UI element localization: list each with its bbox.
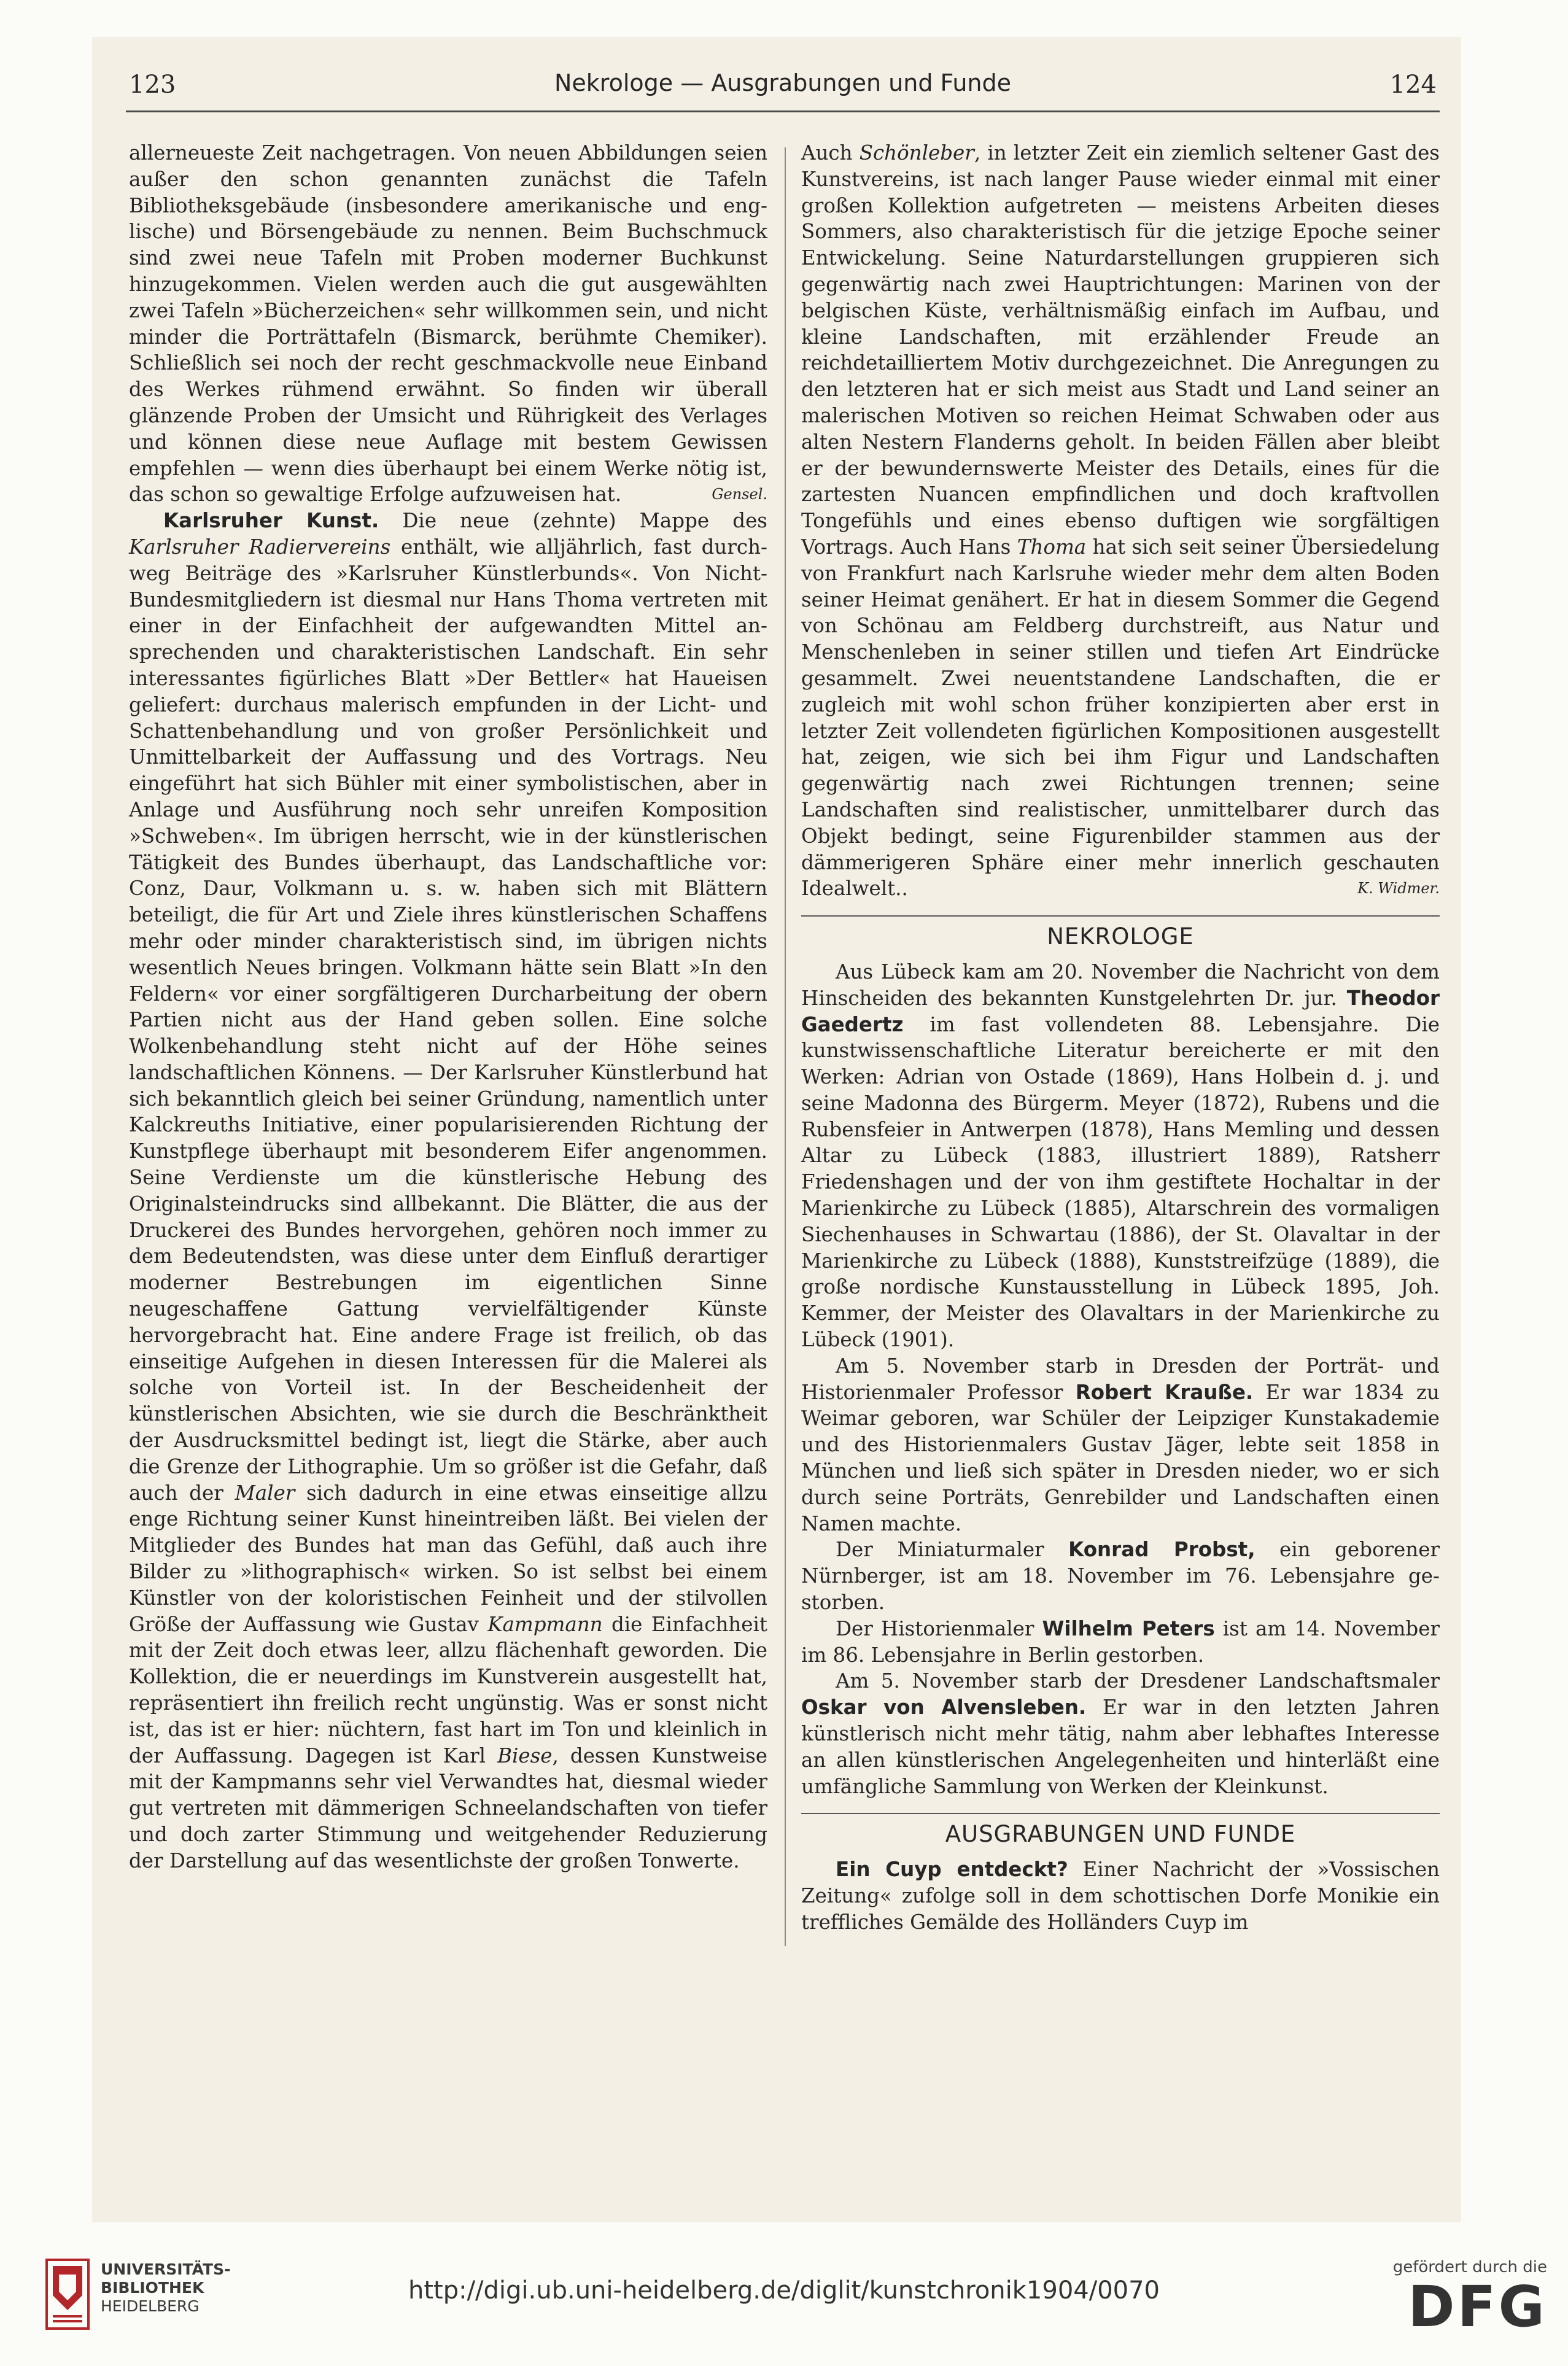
section-rule-nekrologe	[801, 915, 1440, 917]
paragraph-cuyp: Ein Cuyp entdeckt? Einer Nachricht der »Vossischen Zeitung« zufolge soll in dem schottischen Dorfe Monikie ein treffliches Gemälde des Holländers Cuyp im	[801, 1858, 1440, 1934]
obituary-probst: Der Miniaturmaler Konrad Probst, ein geborener Nürnberger, ist am 18. November im 76. Lebensjahre gestorben.	[801, 1538, 1440, 1615]
heading-ausgrabungen: AUSGRABUNGEN UND FUNDE	[945, 1821, 1296, 1848]
column-divider	[785, 147, 786, 1946]
source-url-link[interactable]: http://digi.ub.uni-heidelberg.de/diglit/kunstchronik1904/0070	[408, 2276, 1160, 2305]
obituary-alvensleben: Am 5. November starb der Dresdener Landschaftsmaler Oskar von Alvensleben. Er war in den letzten Jahren künstlerisch nicht mehr tätig, nahm aber lebhaftes Interesse an allen künstlerischen Angelegenheiten und hinterläßt eine umfängliche Sammlung von Werken der Kleinkunst.	[801, 1669, 1440, 1798]
signature-gensel: Gensel.	[712, 486, 767, 503]
header-rule	[126, 111, 1440, 112]
sponsor-label: gefördert durch die	[1392, 2258, 1547, 2276]
obituary-krausse: Am 5. November starb in Dresden der Porträt- und Historienmaler Professor Robert Krauße. Er war 1834 zu Weimar geboren, war Schüler der Leipziger Kunstakademie und des Historienmalers Gustav Jäger, lebte seit 1858 in München und ließ sich später in Dresden nieder, wo er sich durch seine Porträts, Genrebilder und Landschaften einen Namen machte.	[801, 1354, 1440, 1535]
page-header	[129, 64, 1437, 107]
footer-bar	[0, 2222, 1568, 2366]
obituary-peters: Der Historienmaler Wilhelm Peters ist am 14. November im 86. Lebensjahre in Berlin gestorben.	[801, 1616, 1440, 1667]
paragraph-schoenleber: Auch Schönleber, in letzter Zeit ein ziemlich seltener Gast des Kunstvereins, ist nach langer Pause wieder einmal mit einer großen Kollektion aufgetreten — meistens Arbeiten dieses Sommers, also charakteristisch für die jetzige Epoche seiner Entwickelung. Seine Naturdarstellungen gruppieren sich gegenwärtig nach zwei Hauptrichtungen: Marinen von der belgischen Küste, verhältnismäßig einfach im Aufbau, und kleine Landschaften, mit erzählender Freude an reichdetailliertem Motiv durchgezeichnet. Die Anregungen zu den letzteren hat er sich meist aus Stadt und Land seiner an malerischen Motiven so reichen Heimat Schwaben oder aus alten Nestern Flanderns geholt. In beiden Fällen aber bleibt er der bewundernswerte Meister des Details, eines für die zartesten Nuancen empfindlichen und doch kraftvollen Tongefühls und eines ebenso duftigen wie sorgfältigen Vortrags. Auch Hans Thoma hat sich seit seiner Übersiedelung von Frankfurt nach Karlsruhe wieder mehr dem alten Boden seiner Heimat genähert. Er hat in diesem Sommer die Gegend von Schönau am Feldberg durchstreift, aus Natur und Menschenleben in seiner stillen und tiefen Art Eindrücke gesammelt. Zwei neuentstandene Landschaften, die er zugleich mit wohl schon früher konzipierten aber erst in letzter Zeit vollendeten figürlichen Kompositionen ausgestellt hat, zeigen, wie sich bei ihm Figur und Landschaften gegenwärtig nach zwei Richtungen trennen; seine Landschaften sind realistischer, unmittelbarer durch das Objekt bedingt, seine Figurenbilder stammen aus der dämmerigeren Sphäre einer mehr innerlich geschauten Idealwelt.. K. Widmer.	[801, 140, 1440, 902]
right-page-number: 124	[1389, 71, 1437, 99]
heading-nekrologe: NEKROLOGE	[1047, 923, 1194, 950]
paragraph-buchkunst: allerneueste Zeit nachgetragen. Von neuen Abbildungen seien außer den schon genannten zunächst die Tafeln Bibliotheksgebäude (insbesondere amerikanische und englische) und Börsengebäude zu nennen. Beim Buchschmuck sind zwei neue Tafeln mit Proben moderner Buchkunst hinzugekommen. Vielen werden auch die gut ausgewählten zwei Tafeln »Bücherzeichen« sehr willkommen sein, und nicht minder die Porträttafeln (Bismarck, berühmte Chemiker). Schließlich sei noch der recht geschmackvolle neue Einband des Werkes rühmend erwähnt. So finden wir überall glänzende Proben der Umsicht und Rührigkeit des Verlages und können diese neue Auflage mit bestem Gewissen empfehlen — wenn dies überhaupt bei einem Werke nötig ist, das schon so gewaltige Erfolge aufzuweisen hat. Gensel.	[129, 140, 767, 508]
library-name: UNIVERSITÄTS- BIBLIOTHEK HEIDELBERG	[101, 2260, 231, 2315]
obituary-gaedertz: Aus Lübeck kam am 20. November die Nachricht von dem Hinscheiden des bekannten Kunstgelehrten Dr. jur. Theodor Gaedertz im fast vollendeten 88. Lebensjahre. Die kunstwissenschaftliche Literatur bereicherte er mit den Werken: Adrian von Ostade (1869), Hans Holbein d. j. und seine Madonna des Bürgerm. Meyer (1872), Rubens und die Rubensfeier in Antwerpen (1878), Hans Memling und dessen Altar zu Lübeck (1883, illustriert 1889), Ratsherr Friedenshagen und der von ihm gestiftete Hochaltar in der Marienkirche zu Lübeck (1885), Altarschrein des vormaligen Siechenhauses in Schwartau (1886), der St. Olavaltar in der Marienkirche zu Lübeck (1888), Kunststreifzüge (1889), die große nordische Kunstausstellung in Lübeck 1895, Joh. Kemmer, der Meister des Olavaltars in der Marienkirche zu Lübeck (1901).	[801, 960, 1440, 1352]
dfg-logo-icon: DFG	[1408, 2274, 1547, 2340]
sponsor-block	[1363, 2258, 1547, 2338]
running-head: Nekrologe — Ausgrabungen und Funde	[554, 69, 1011, 96]
paragraph-karlsruher-kunst: Karlsruher Kunst. Die neue (zehnte) Mappe des Karlsruher Radiervereins enthält, wie alljährlich, fast durchweg Beiträge des »Karlsruher Künstlerbunds«. Von Nicht-Bundesmitgliedern ist diesmal nur Hans Thoma vertreten mit einer in der Einfachheit der aufgewandten Mittel ansprechenden und charakteristischen Landschaft. Ein sehr interessantes figürliches Blatt »Der Bettler« hat Haueisen geliefert: durchaus malerisch empfunden in der Licht- und Schattenbehandlung und von großer Persönlichkeit und Unmittelbarkeit der Auffassung und des Vortrags. Neu eingeführt hat sich Bühler mit einer symbolistischen, aber in Anlage und Ausführung noch sehr unreifen Komposition »Schweben«. Im übrigen herrscht, wie in der künstlerischen Tätigkeit des Bundes überhaupt, das Landschaftliche vor: Conz, Daur, Volkmann u. s. w. haben sich mit Blättern beteiligt, die für Art und Ziele ihres künstlerischen Schaffens mehr oder minder charakteristisch sind, im übrigen nichts wesentlich Neues bringen. Volkmann hätte sein Blatt »In den Feldern« vor einer sorgfältigeren Durcharbeitung der obern Partien nicht aus der Hand geben sollen. Eine solche Wolkenbehandlung steht nicht auf der Höhe seines landschaftlichen Könnens. — Der Karlsruher Künstlerbund hat sich bekanntlich gleich bei seiner Gründung, namentlich unter Kalckreuths Initiative, einer popularisierenden Richtung der Kunstpflege überhaupt mit besonderem Eifer angenommen. Seine Verdienste um die künstlerische Hebung des Originalsteindrucks sind allbekannt. Die Blätter, die aus der Druckerei des Bundes hervorgehen, gehören noch immer zu dem Bedeutendsten, was diese unter dem Einfluß derartiger moderner Bestrebungen im eigentlichen Sinne neugeschaffene Gattung vervielfältigender Künste hervorgebracht hat. Eine andere Frage ist freilich, ob das einseitige Aufgehen in diesen Interessen für die Malerei als solche von Vorteil ist. In der Bescheidenheit der künstlerischen Absichten, wie sie durch die Beschränktheit der Ausdrucksmittel bedingt ist, liegt die Stärke, aber auch die Grenze der Lithographie. Um so größer ist die Gefahr, daß auch der Maler sich dadurch in eine etwas einseitige allzu enge Richtung seiner Kunst hineintreiben läßt. Bei vielen der Mitglieder des Bundes hat man das Gefühl, daß auch ihre Bilder zu »lithographisch« wirken. So ist selbst bei einem Künstler von der koloristischen Feinheit und der stilvollen Größe der Auffassung wie Gustav Kampmann die Einfachheit mit der Zeit doch etwas leer, allzu flächenhaft geworden. Die Kollektion, die er neuerdings im Kunstverein ausgestellt hat, repräsentiert ihn freilich recht ungünstig. Was er sonst nicht ist, das ist er hier: nüchtern, fast hart im Ton und kleinlich in der Auffassung. Dagegen ist Karl Biese, dessen Kunstweise mit der Kampmanns sehr viel Verwandtes hat, diesmal wieder gut vertreten mit dämmerigen Schneelandschaften von tiefer und doch zarter Stimmung und weitgehender Reduzierung der Darstellung auf das wesentlichste der großen Tonwerte.	[129, 509, 767, 1872]
heading-karlsruher-kunst: Karlsruher Kunst.	[163, 509, 379, 533]
section-rule-ausgrabungen	[801, 1813, 1440, 1814]
right-column	[801, 140, 1440, 1936]
left-page-number: 123	[129, 71, 176, 99]
left-column	[129, 140, 767, 1874]
signature-widmer: K. Widmer.	[1357, 880, 1440, 898]
